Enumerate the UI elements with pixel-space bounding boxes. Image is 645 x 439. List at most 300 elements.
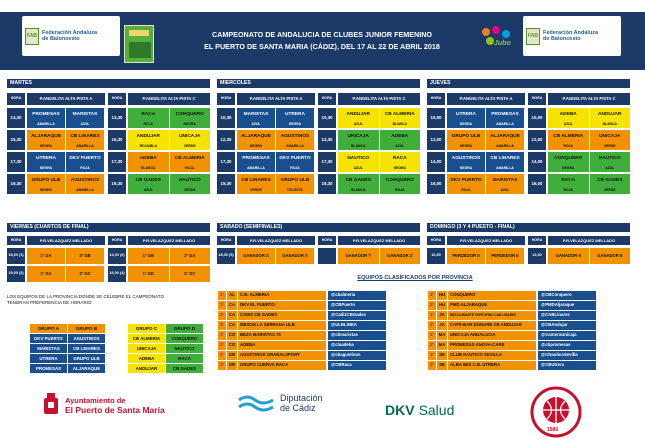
team-name: CONQUERO	[448, 291, 536, 300]
shirt-color: AMARILLA	[496, 122, 514, 126]
twitter-handle: @CBAndujar	[538, 321, 596, 330]
group-team: CB LINARES	[68, 344, 105, 353]
team-name: CB GADES	[135, 177, 161, 183]
venue-header: P.ANGELITA ALTA PISTA A	[27, 93, 105, 105]
team-name: CLUB NAUTICO SEVILLA	[448, 351, 536, 360]
finals-slot: 2º GC	[170, 266, 211, 282]
province-code: MA	[437, 331, 447, 340]
match-time: 17,30	[217, 152, 235, 172]
group-team: ANDUJAR	[128, 364, 165, 373]
match-team-cell	[66, 152, 104, 172]
team-name: CB ALMERIA	[174, 155, 205, 161]
position-label: 1º	[428, 331, 436, 340]
twitter-handle: @CBUtrera	[538, 361, 596, 370]
shirt-color: AZUL	[143, 188, 153, 192]
finals-slot: PERDEDOR 5	[447, 248, 485, 264]
shirt-color: NEGRA	[562, 166, 575, 170]
team-name: ADEBA	[238, 341, 326, 350]
group-team: AGUSTINOS	[68, 334, 105, 343]
province-code: GR	[227, 351, 237, 360]
day-title: MARTES	[7, 79, 210, 88]
shirt-color: ROJA	[290, 166, 300, 170]
match-time: 12,30	[318, 130, 336, 150]
match-time: 14,00	[427, 152, 445, 172]
twitter-handle: @CABLinares	[538, 311, 596, 320]
position-label: 2º	[428, 361, 436, 370]
hora-header: HORA	[318, 236, 336, 245]
province-code: GR	[227, 361, 237, 370]
shirt-color: AMARILLA	[496, 144, 514, 148]
match-time: 16,00	[427, 174, 445, 194]
position-label: 2º	[428, 341, 436, 350]
match-time	[318, 248, 336, 264]
province-code: MA	[437, 341, 447, 350]
match-team-cell	[170, 108, 211, 128]
sponsor-name-line: de Cádiz	[280, 403, 316, 413]
finals-slot: 1º GA	[27, 248, 65, 264]
position-label: 2º	[218, 311, 226, 320]
twitter-handle: @CBRaca	[328, 361, 386, 370]
federation-name: Federación Andaluza	[42, 29, 98, 36]
shirt-color: CELESTE	[287, 188, 303, 192]
shirt-color: ROJA	[461, 188, 471, 192]
province-code: SE	[437, 351, 447, 360]
group-team: UTRERA	[30, 354, 67, 363]
finals-title: VIERNES (CUARTOS DE FINAL)	[7, 223, 210, 232]
federation-emblem-icon: FAB	[25, 28, 39, 45]
match-time: 15,30	[7, 130, 25, 150]
shirt-color: AZUL	[353, 166, 363, 170]
match-team-cell	[380, 152, 421, 172]
position-label: 2º	[218, 361, 226, 370]
group-header: GRUPO A	[30, 324, 67, 333]
team-name: AGUSTINOS GRANALSPORT	[238, 351, 326, 360]
venue-header: P.ANGELITA ALTA PISTA C	[128, 93, 210, 105]
team-name: ANDUJAR	[136, 133, 160, 139]
team-name: DKV PUERTO	[450, 177, 482, 183]
team-name: GRUPO ULB	[451, 133, 481, 139]
position-label: 2º	[428, 301, 436, 310]
shirt-color: AMARILLA	[37, 122, 55, 126]
match-time: 10,30	[427, 248, 445, 264]
team-name: PROMESAS	[242, 155, 270, 161]
match-team-cell	[447, 108, 485, 128]
team-name: RACA	[561, 177, 576, 183]
dkv-salud-text: Salud	[418, 402, 455, 418]
match-time: 12,30	[528, 248, 546, 264]
hora-header: HORA	[7, 236, 25, 245]
team-name: ANDUJAR	[346, 111, 370, 117]
shirt-color: BLANCA	[351, 144, 366, 148]
match-team-cell	[66, 130, 104, 150]
shirt-color: ROJA	[185, 166, 195, 170]
match-team-cell	[486, 130, 524, 150]
position-label: 1º	[428, 311, 436, 320]
match-time: 17,30	[108, 152, 126, 172]
team-name: RACA	[392, 155, 407, 161]
match-team-cell	[590, 130, 631, 150]
match-team-cell	[66, 174, 104, 194]
team-name: ALBA IBIS C.B. UTRERA	[448, 361, 536, 370]
club-crest	[530, 386, 582, 438]
finals-slot: GANADOR Y	[338, 248, 379, 264]
shirt-color: ROJA	[563, 144, 573, 148]
shirt-color: NEGRA	[288, 122, 302, 126]
match-time: 17,30	[7, 152, 25, 172]
finals-slot: 2º GC	[66, 266, 104, 282]
team-name: NAUTICO	[598, 155, 621, 161]
shirt-color: AZUL	[80, 122, 90, 126]
match-time: 19,30	[318, 174, 336, 194]
position-label: 1º	[428, 291, 436, 300]
match-time: 14,00 (2)	[108, 248, 126, 264]
match-team-cell	[27, 152, 65, 172]
position-label: 1º	[428, 351, 436, 360]
group-team: DKV PUERTO	[30, 334, 67, 343]
team-name: CB GADES	[345, 177, 371, 183]
match-time: 10,00	[528, 108, 546, 128]
team-name: CÁDIZ CB GADES	[238, 311, 326, 320]
match-team-cell	[128, 152, 169, 172]
finals-slot: GANADOR 6	[590, 248, 631, 264]
match-time: 12,00	[427, 130, 445, 150]
province-code: CO	[227, 341, 237, 350]
province-code: JA	[437, 321, 447, 330]
team-name: UNICAJA	[179, 133, 201, 139]
club-year: 1986	[547, 427, 559, 433]
team-name: AGUSTINOS	[451, 155, 481, 161]
shirt-color: AZUL	[563, 122, 573, 126]
match-team-cell	[486, 174, 524, 194]
page-title: CAMPEONATO DE ANDALUCIA DE CLUBES JUNIOR FEMENINO	[211, 30, 433, 39]
sponsor-name-line: Ayuntamiento de	[65, 395, 126, 405]
shirt-color: AZUL	[605, 166, 615, 170]
match-team-cell	[276, 130, 314, 150]
tournament-poster-image	[124, 25, 154, 63]
province-code: CA	[227, 311, 237, 320]
team-name: ADEBA	[391, 133, 409, 139]
city-crest-icon	[42, 392, 60, 418]
team-name: CB LINARES	[490, 155, 520, 161]
twitter-handle: @cbalmeria	[328, 291, 386, 300]
match-time: 13,30	[108, 108, 126, 128]
shirt-color: VERDE	[250, 188, 262, 192]
hora-header: HORA	[108, 236, 126, 245]
federation-subname: de Baloncesto	[543, 36, 581, 42]
team-name: ALJARAQUE	[31, 133, 61, 139]
federation-subname: de Baloncesto	[42, 36, 80, 42]
shirt-color: ROJA	[395, 188, 405, 192]
twitter-handle: @CBPuerto	[328, 301, 386, 310]
team-name: NAUTICO	[178, 177, 201, 183]
shirt-color: NEGRA	[39, 144, 53, 148]
shirt-color: AZUL	[395, 144, 405, 148]
match-team-cell	[66, 108, 104, 128]
match-time: 14,00	[528, 152, 546, 172]
match-time: 18,30 (5)	[217, 248, 235, 264]
finals-title: SABADO (SEMIFINALES)	[217, 223, 420, 232]
match-team-cell	[276, 174, 314, 194]
team-name: MARISTAS	[243, 111, 269, 117]
shirt-color: VERDE	[183, 188, 196, 192]
team-name: CONQUERO	[175, 111, 204, 117]
match-time: 10,30	[318, 108, 336, 128]
shirt-color: AZUL	[353, 122, 363, 126]
match-team-cell	[447, 152, 485, 172]
group-header: GRUPO C	[128, 324, 165, 333]
shirt-color: BLANCA	[351, 188, 366, 192]
match-team-cell	[237, 174, 275, 194]
hora-header: HORA	[108, 93, 126, 105]
event-mascot-logo	[480, 26, 518, 56]
group-team: RACA	[166, 354, 203, 363]
match-team-cell	[128, 108, 169, 128]
province-code: CA	[227, 301, 237, 310]
team-name: C.B. ALMERIA	[238, 291, 326, 300]
match-team-cell	[276, 152, 314, 172]
team-name: BEZA MARISTAS 75	[238, 331, 326, 340]
match-team-cell	[338, 108, 379, 128]
federation-logo-left	[22, 16, 120, 56]
federation-emblem-icon: FAB	[526, 28, 540, 45]
team-name: UNICAJA	[599, 133, 621, 139]
shirt-color: VERDE	[603, 144, 616, 148]
province-code: JA	[437, 311, 447, 320]
day-title: JUEVES	[427, 79, 630, 88]
team-name: CB GADES	[597, 177, 623, 183]
shirt-color: NEGRA	[39, 166, 53, 170]
group-team: CB ALMERIA	[128, 334, 165, 343]
finals-title: DOMINGO (3 Y 4 PUESTO - FINAL)	[427, 223, 630, 232]
group-team: PROMESAS	[30, 364, 67, 373]
match-team-cell	[128, 174, 169, 194]
venue-header: P.ANGELITA ALTA PISTA C	[548, 93, 630, 105]
group-team: ALJARAQUE	[68, 364, 105, 373]
group-header: GRUPO B	[68, 324, 105, 333]
finals-slot: PERDEDOR 6	[486, 248, 524, 264]
finals-slot: GANADOR Z	[380, 248, 421, 264]
team-name: AGUSTINOS	[280, 133, 310, 139]
hora-header: HORA	[7, 93, 25, 105]
hora-header: HORA	[427, 236, 445, 245]
twitter-handle: @CanteraUnicaja	[538, 331, 596, 340]
team-name: DKV PUERTO	[69, 155, 101, 161]
match-team-cell	[338, 130, 379, 150]
venue-header: P.ANGELITA ALTA PISTA C	[338, 93, 420, 105]
match-team-cell	[338, 174, 379, 194]
team-name: CONQUERO	[554, 155, 583, 161]
team-name: MARISTAS	[492, 177, 518, 183]
shirt-color: BLANCA	[392, 122, 407, 126]
twitter-handle: @ULBLINEA	[328, 321, 386, 330]
twitter-handle: @cluadeba	[328, 341, 386, 350]
match-team-cell	[338, 152, 379, 172]
shirt-color: AMARILLA	[247, 166, 265, 170]
hora-header: HORA	[528, 93, 546, 105]
match-time: 19,30	[7, 174, 25, 194]
match-time: 19,00 (3)	[7, 266, 25, 282]
shirt-color: AMARILLA	[286, 144, 304, 148]
match-time: 12,30	[217, 130, 235, 150]
group-team: ADEBA	[128, 354, 165, 363]
team-name: ADEBA	[559, 111, 577, 117]
team-name: ANDUJAR	[598, 111, 622, 117]
shirt-color: NEGRA	[249, 144, 263, 148]
finals-slot: 1º GD	[128, 266, 169, 282]
team-name: AGUSTINOS	[70, 177, 100, 183]
match-team-cell	[237, 108, 275, 128]
federation-logo-right	[523, 16, 621, 56]
match-time: 10,30	[217, 108, 235, 128]
team-name: DKV EL PUERTO	[238, 301, 326, 310]
venue-header: P.R.VELAZQUEZ MELLADO	[548, 236, 630, 245]
team-name: CB LINARES	[70, 133, 100, 139]
match-team-cell	[237, 130, 275, 150]
venue-header: P.R.VELAZQUEZ MELLADO	[27, 236, 105, 245]
match-time: 16,00 (4)	[108, 266, 126, 282]
twitter-handle: @cbpromesas	[538, 341, 596, 350]
sponsor-diputacion	[237, 392, 357, 414]
team-name: CB ALMERIA	[553, 133, 584, 139]
team-name: PROMESAS	[491, 111, 519, 117]
twitter-handle: @cbagustinos	[328, 351, 386, 360]
hora-header: HORA	[528, 236, 546, 245]
venue-header: P.R.VELAZQUEZ MELLADO	[338, 236, 420, 245]
position-label: 1º	[218, 291, 226, 300]
match-team-cell	[170, 130, 211, 150]
team-name: GRUPO CUERVA RACA	[238, 361, 326, 370]
match-team-cell	[170, 174, 211, 194]
group-team: MARISTAS	[30, 344, 67, 353]
twitter-handle: @CadizCBGades	[328, 311, 386, 320]
shirt-color: ROJA	[143, 122, 153, 126]
match-team-cell	[237, 152, 275, 172]
team-name: MARISTAS	[72, 111, 98, 117]
team-name: RESTAURANTE PORTOFINO CAB LINARES	[448, 311, 536, 320]
classified-title: EQUIPOS CLASIFICADOS POR PROVINCIA	[357, 275, 473, 281]
day-title: MIERCOLES	[217, 79, 420, 88]
shirt-color: VERDE	[183, 144, 196, 148]
match-team-cell	[590, 108, 631, 128]
twitter-handle: @CNauticoSevilla	[538, 351, 596, 360]
shirt-color: AMARILLA	[496, 166, 514, 170]
match-team-cell	[548, 174, 589, 194]
shirt-color: NEGRA	[459, 166, 473, 170]
hora-header: HORA	[217, 93, 235, 105]
group-team: UNICAJA	[128, 344, 165, 353]
group-header: GRUPO D	[166, 324, 203, 333]
page-subtitle: EL PUERTO DE SANTA MARIA (CÁDIZ), DEL 17 AL 22 DE ABRIL 2018	[204, 42, 440, 51]
match-time: 15,30	[108, 130, 126, 150]
province-code: CA	[227, 321, 237, 330]
shirt-color: AZUL	[500, 188, 510, 192]
venue-header: P.R.VELAZQUEZ MELLADO	[128, 236, 210, 245]
position-label: 2º	[428, 321, 436, 330]
shirt-color: ROJA	[80, 166, 90, 170]
venue-header: P.ANGELITA ALTA PISTA A	[447, 93, 525, 105]
match-team-cell	[27, 130, 65, 150]
province-code: AL	[227, 291, 237, 300]
team-name: PROMESAS	[32, 111, 60, 117]
dkv-logo-text: DKV	[385, 402, 415, 418]
venue-header: P.R.VELAZQUEZ MELLADO	[447, 236, 525, 245]
team-name: GRUPO ULB	[31, 177, 61, 183]
match-team-cell	[548, 152, 589, 172]
position-label: 1º	[218, 331, 226, 340]
finals-slot: 1º GB	[128, 248, 169, 264]
team-name: ADEBA	[139, 155, 157, 161]
group-team: CB GADES	[166, 364, 203, 373]
finals-slot: GANADOR X	[276, 248, 314, 264]
team-name: CAFÉ-BAR DONARE CB ANDUJAR	[448, 321, 536, 330]
position-label: 3º	[218, 321, 226, 330]
group-team: CONQUERO	[166, 334, 203, 343]
match-team-cell	[170, 152, 211, 172]
match-time: 19,30	[108, 174, 126, 194]
shirt-color: NEGRA	[393, 166, 406, 170]
team-name: MESON LA SERRANA ULB	[238, 321, 326, 330]
team-name: PMD ALJARAQUE	[448, 301, 536, 310]
team-name: CB LINARES	[241, 177, 271, 183]
federation-name: Federación Andaluza	[543, 29, 599, 36]
group-team: GRUPO ULB	[68, 354, 105, 363]
group-team: NAUTICO	[166, 344, 203, 353]
province-code: HU	[437, 301, 447, 310]
match-team-cell	[548, 130, 589, 150]
note-line: LOS EQUIPOS DE LA PROVINCIA DONDE SE CELEBRE EL CAMPEONATO	[7, 294, 164, 299]
position-label: 1º	[218, 351, 226, 360]
hora-header: HORA	[318, 93, 336, 105]
team-name: GRUPO ULB	[280, 177, 310, 183]
match-time: 16,00	[528, 174, 546, 194]
match-team-cell	[486, 108, 524, 128]
match-team-cell	[276, 108, 314, 128]
sponsor-name-line: El Puerto de Santa María	[65, 404, 165, 415]
team-name: CB ALMERIA	[384, 111, 415, 117]
team-name: DKV PUERTO	[279, 155, 311, 161]
match-team-cell	[380, 174, 421, 194]
match-time: 10,00	[427, 108, 445, 128]
match-team-cell	[590, 152, 631, 172]
position-label: 1º	[218, 301, 226, 310]
match-team-cell	[128, 130, 169, 150]
sponsor-name-line: Diputación	[280, 393, 323, 403]
match-team-cell	[27, 108, 65, 128]
hora-header: HORA	[427, 93, 445, 105]
team-name: ALJARAQUE	[490, 133, 520, 139]
finals-slot: 2º GB	[66, 248, 104, 264]
match-team-cell	[590, 174, 631, 194]
shirt-color: ROJA	[563, 188, 573, 192]
sponsor-ayuntamiento	[42, 392, 202, 418]
team-name: UTRERA	[285, 111, 305, 117]
shirt-color: NEGRA	[39, 188, 53, 192]
team-name: CONQUERO	[385, 177, 414, 183]
finals-slot: 1º GA	[27, 266, 65, 282]
twitter-handle: @CBConquero	[538, 291, 596, 300]
shirt-color: NEGRA	[459, 144, 473, 148]
finals-slot: GANADOR 5	[548, 248, 589, 264]
sponsor-dkv	[385, 402, 505, 418]
team-name: ALJARAQUE	[241, 133, 271, 139]
team-name: UNICAJA	[347, 133, 369, 139]
province-code: SE	[437, 361, 447, 370]
team-name: UNICAJA ANDALUCIA	[448, 331, 536, 340]
team-name: NAUTICO	[347, 155, 370, 161]
shirt-color: VERDE	[603, 188, 616, 192]
shirt-color: AMARILLA	[76, 188, 94, 192]
twitter-handle: @PMDAljaraque	[538, 301, 596, 310]
